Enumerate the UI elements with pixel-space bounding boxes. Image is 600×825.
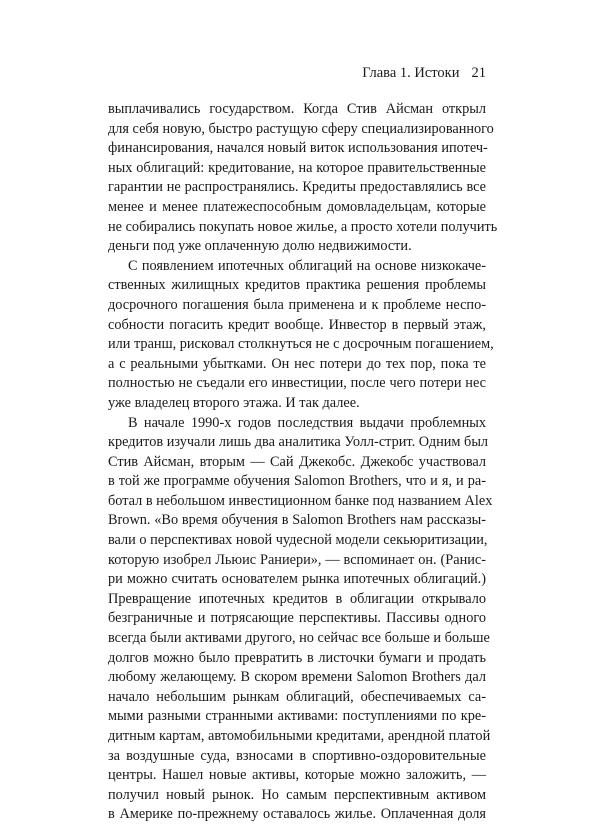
text-line: долгов можно было превратить в листочки бумаги и продать [108, 649, 486, 666]
text-line: В начале 1990-х годов последствия выдачи проблемных [128, 414, 486, 431]
text-line: выплачивались государством. Когда Стив Айсман открыл [108, 101, 486, 117]
text-line: для себя новую, быстро растущую сферу специализированного [108, 120, 494, 137]
text-line: в той же программе обучения Salomon Brothers, что и я, и ра- [108, 473, 486, 490]
text-line: собности погасить кредит вообще. Инвестор в первый этаж, [108, 316, 486, 333]
text-line: уже владелец второго этажа. И так далее. [108, 394, 360, 411]
text-line: ри можно считать основателем рынка ипотечных облигаций.) [108, 571, 486, 588]
text-line: Превращение ипотечных кредитов в облигации открывало [108, 590, 486, 607]
paragraph [108, 100, 498, 257]
paragraph [108, 257, 494, 414]
text-line: за воздушные суда, взносами в спортивно-оздоровительные [108, 747, 486, 764]
text-line: ботал в небольшом инвестиционном банке под названием Alex [108, 492, 493, 509]
text-line: полностью не съедали его инвестиции, после чего потери нес [108, 375, 486, 392]
running-head [108, 64, 486, 82]
text-line: Стив Айсман, вторым — Сай Джекобс. Джекобс участвовал [108, 453, 486, 470]
text-line: всегда были активами другого, но сейчас все больше и больше [108, 630, 490, 647]
text-line: гарантии не распространялись. Кредиты предоставлялись все [108, 179, 486, 196]
text-line: или транш, рисковал столкнуться не с досрочным погашением, [108, 336, 494, 353]
text-line: вали о перспективах новой чудесной модели секьюритизации, [108, 532, 488, 549]
text-line: получил новый рынок. Но самым перспективным активом [108, 786, 486, 803]
body-text [108, 100, 498, 825]
text-line: мыми разными странными активами: поступлениями по кре- [108, 708, 486, 725]
text-line: безграничные и потрясающие перспективы. Пассивы одного [108, 610, 486, 627]
text-line: финансирования, начался новый виток использования ипотеч- [108, 140, 488, 157]
text-line: которую изобрел Льюис Раниери», — вспоминает он. (Ранис- [108, 551, 486, 568]
text-line: в Америке по-прежнему оставалось жилье. Оплаченная доля [108, 806, 486, 823]
text-line: С появлением ипотечных облигаций на основе низкокаче- [128, 257, 486, 274]
text-line: ственных жилищных кредитов практика решения проблемы [108, 277, 486, 294]
text-line: ных облигаций: кредитование, на которое правительственные [108, 159, 486, 176]
text-line: Brown. «Во время обучения в Salomon Brothers нам рассказы- [108, 512, 486, 529]
text-line: начало небольшим рынкам облигаций, обеспечиваемых са- [108, 688, 486, 705]
text-line: дитным картам, автомобильными кредитами, арендной платой [108, 728, 491, 744]
text-line: деньги под уже оплаченную долю недвижимости. [108, 238, 412, 255]
page-number: 21 [471, 65, 486, 81]
text-line: а с реальными убытками. Он нес потери до тех пор, пока те [108, 355, 486, 372]
text-line: менее и менее платежеспособным домовладельцам, которые [108, 198, 486, 215]
text-line: центры. Нашел новые активы, которые можно заложить, — [108, 767, 486, 784]
text-line: кредитов изучали лишь два аналитика Уолл-стрит. Одним был [108, 434, 489, 451]
text-line: не собирались покупать новое жилье, а просто хотели получить [108, 218, 498, 235]
text-line: досрочного погашения была применена и к проблеме неспо- [108, 296, 486, 313]
paragraph [108, 414, 493, 825]
text-line: любому желающему. В скором времени Salomon Brothers дал [108, 669, 486, 686]
chapter-title: Глава 1. Истоки [362, 65, 460, 81]
